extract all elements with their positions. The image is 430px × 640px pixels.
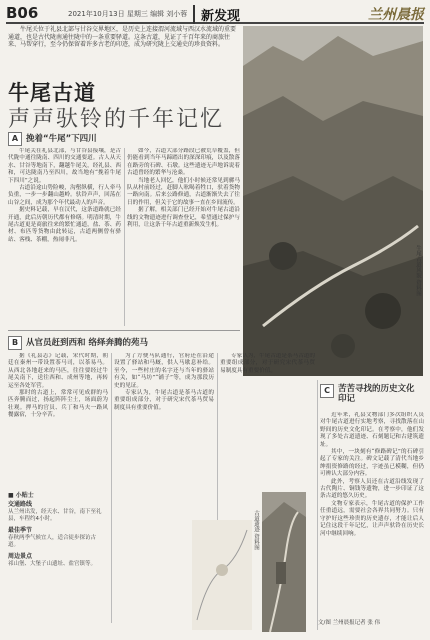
trail-photo [262, 492, 306, 632]
paper-logo: 兰州晨报 [368, 7, 424, 23]
photo-caption: 古道遗迹 资料图 [253, 510, 259, 551]
photo-caption: 牛尾古道风貌 资料图 [415, 245, 421, 297]
column-rule [124, 148, 125, 326]
headline-main: 牛尾古道 [8, 80, 96, 105]
column-rule [111, 353, 112, 623]
section-b-letter: B [8, 336, 22, 350]
paragraph: 文物专家表示，牛尾古道的保护工作任重道远，需要社会各界共同努力。只有守护好这些珍贵的历史遗存，才能让后人记住这段千年记忆，让声声驮铃在历史长河中继续回响。 [320, 500, 424, 537]
paragraph: 据史料记载，早在汉代，这条道路就已经开通，此后历朝历代都有修缮。明清时期，牛尾古道更是商旅往来的繁忙通道，盐、茶、药材、布匹等货物由此转运，古道两侧曾有驿站、客栈、茶棚，热闹非凡。 [8, 207, 121, 243]
tips-item-title: 最佳季节 [8, 527, 33, 534]
paragraph: 当地老人回忆，他们小时候还常见到骡马队从村前经过，赶脚人吆喝着牲口，驮着货物一路向南。后来公路修通，古道渐渐失去了往日的作用，但关于它的故事一直在乡间流传。 [127, 177, 240, 206]
paragraph: 近年来，礼县文物部门多次组织人员对牛尾古道进行实地考察，寻找散落在山野间的历史文化印记。在考察中，他们发现了多处古道遗迹、石刻题记和古建筑遗址。 [320, 412, 424, 448]
section-a-title: 挽着“牛尾”下四川 [26, 134, 97, 144]
tips-box [8, 490, 104, 630]
section-c-title: 苦苦寻找的历史文化印记 [338, 384, 415, 404]
tips-item-text: 从兰州出发，经天水、甘谷，南下至礼县，车程约4小时。 [8, 509, 102, 522]
paragraph: 据了解，相关部门已经开始对牛尾古道沿线的文物遗迹进行调查登记，希望通过保护与利用，让这条千年古道重新焕发生机。 [127, 207, 240, 229]
section-b-column-3 [220, 353, 315, 488]
page-number: B06 [6, 4, 39, 22]
headline-sub: 声声驮铃的千年记忆 [8, 107, 225, 132]
byline: 文/图 兰州晨报记者 张 伟 [318, 620, 381, 626]
paragraph: 如今，古道大部分路段已被荒草覆盖，但仍能看到当年马蹄踏出的深深印痕，以及散落在路旁的石碑、石墩。这些遗迹无声地诉说着古道曾经的繁华与沧桑。 [127, 148, 240, 177]
column-rule [317, 380, 318, 630]
section-b-title: 从官员赶到西和 络绎奔腾的苑马 [26, 338, 148, 348]
section-c-heading [320, 384, 424, 404]
tips-item-title: 周边景点 [8, 553, 33, 560]
section-a-column-1 [8, 148, 121, 326]
paragraph: 专家认为，牛尾古道是茶马古道的重要组成部分，对于研究宋代茶马贸易制度具有重要价值。 [220, 353, 315, 374]
section-a-column-2 [127, 148, 240, 326]
section-b-column-2 [114, 353, 214, 513]
paragraph: 为了方便马队通行，官府还在沿途设置了驿站和马厩，供人马歇息补给。至今，一些村庄的名字还与当年的驿站有关，如“马坊”“铺子”等，成为那段历史的见证。 [114, 353, 214, 389]
tips-item-text: 祁山堡、大堡子山遗址、盐官镇等。 [8, 561, 97, 567]
lead-paragraph: 牛尾关位于礼县北部与甘谷交界地区，是历史上连接渭河流域与西汉水流域的重要通道，也是古代陇南通往陇中的一条重要驿道。这条古道，见证了千百年来的商旅往来、马帮穿行，至今仍保留着许多古老的印迹，成为研究陇上交通史的珍贵资料。 [8, 26, 237, 49]
section-b-heading [8, 336, 148, 350]
section-a-letter: A [8, 132, 22, 146]
section-c-column [320, 412, 424, 612]
divider [8, 330, 240, 331]
masthead [6, 4, 424, 24]
tips-heading: ■ 小贴士 [8, 492, 34, 499]
section-a-heading [8, 132, 97, 146]
paragraph: 据《礼县志》记载，宋代时期，朝廷在秦州一带设置茶马司，以茶易马。从西北各地赶来的马匹，往往要经过牛尾关南下，送往西和、成州等地，再转运至各处军营。 [8, 353, 108, 389]
paragraph: 牛尾关在礼县北部，与甘谷县接壤，是古代陇中通往陇南、四川的交通要道。古人从天水、甘谷等地南下，翻越牛尾关，经礼县、西和，可达陇南乃至四川，故当地有“挽着牛尾下四川”之说。 [8, 148, 121, 184]
paragraph: 那时的古道上，常常可见成群的马匹奔腾而过，扬起阵阵尘土，场面蔚为壮观。押马的官员、兵丁和马夫一路风餐露宿，十分辛苦。 [8, 390, 108, 419]
tips-item-text: 春秋两季气候宜人，适合徒步探访古道。 [8, 535, 97, 548]
decorative-illustration [192, 520, 252, 630]
issue-meta: 2021年10月13日 星期三 编辑 刘小蓉 [68, 10, 188, 18]
paragraph: 专家认为，牛尾古道是茶马古道的重要组成部分，对于研究宋代茶马贸易制度具有重要价值。 [114, 390, 214, 411]
paragraph: 其中，一块刻有“修路碑记”的石碑引起了专家的关注。碑文记载了清代当地乡绅捐资修路的经过，字迹虽已模糊，但仍可辨认大部分内容。 [320, 449, 424, 478]
paragraph: 古道沿途山势险峻，沟壑纵横，行人牵马负重，一步一步翻山越岭。驮铃声声，回荡在山谷之间，成为那个年代最动人的声音。 [8, 185, 121, 206]
section-b-column-1 [8, 353, 108, 483]
section-title: 新发现 [193, 5, 240, 24]
section-c-letter: C [320, 384, 334, 398]
tips-item-title: 交通路线 [8, 501, 33, 508]
paragraph: 此外，考察人员还在古道沿线发现了古代陶片、铜钱等遗物，进一步印证了这条古道的悠久历史。 [320, 478, 424, 500]
mountain-photo [243, 26, 423, 376]
